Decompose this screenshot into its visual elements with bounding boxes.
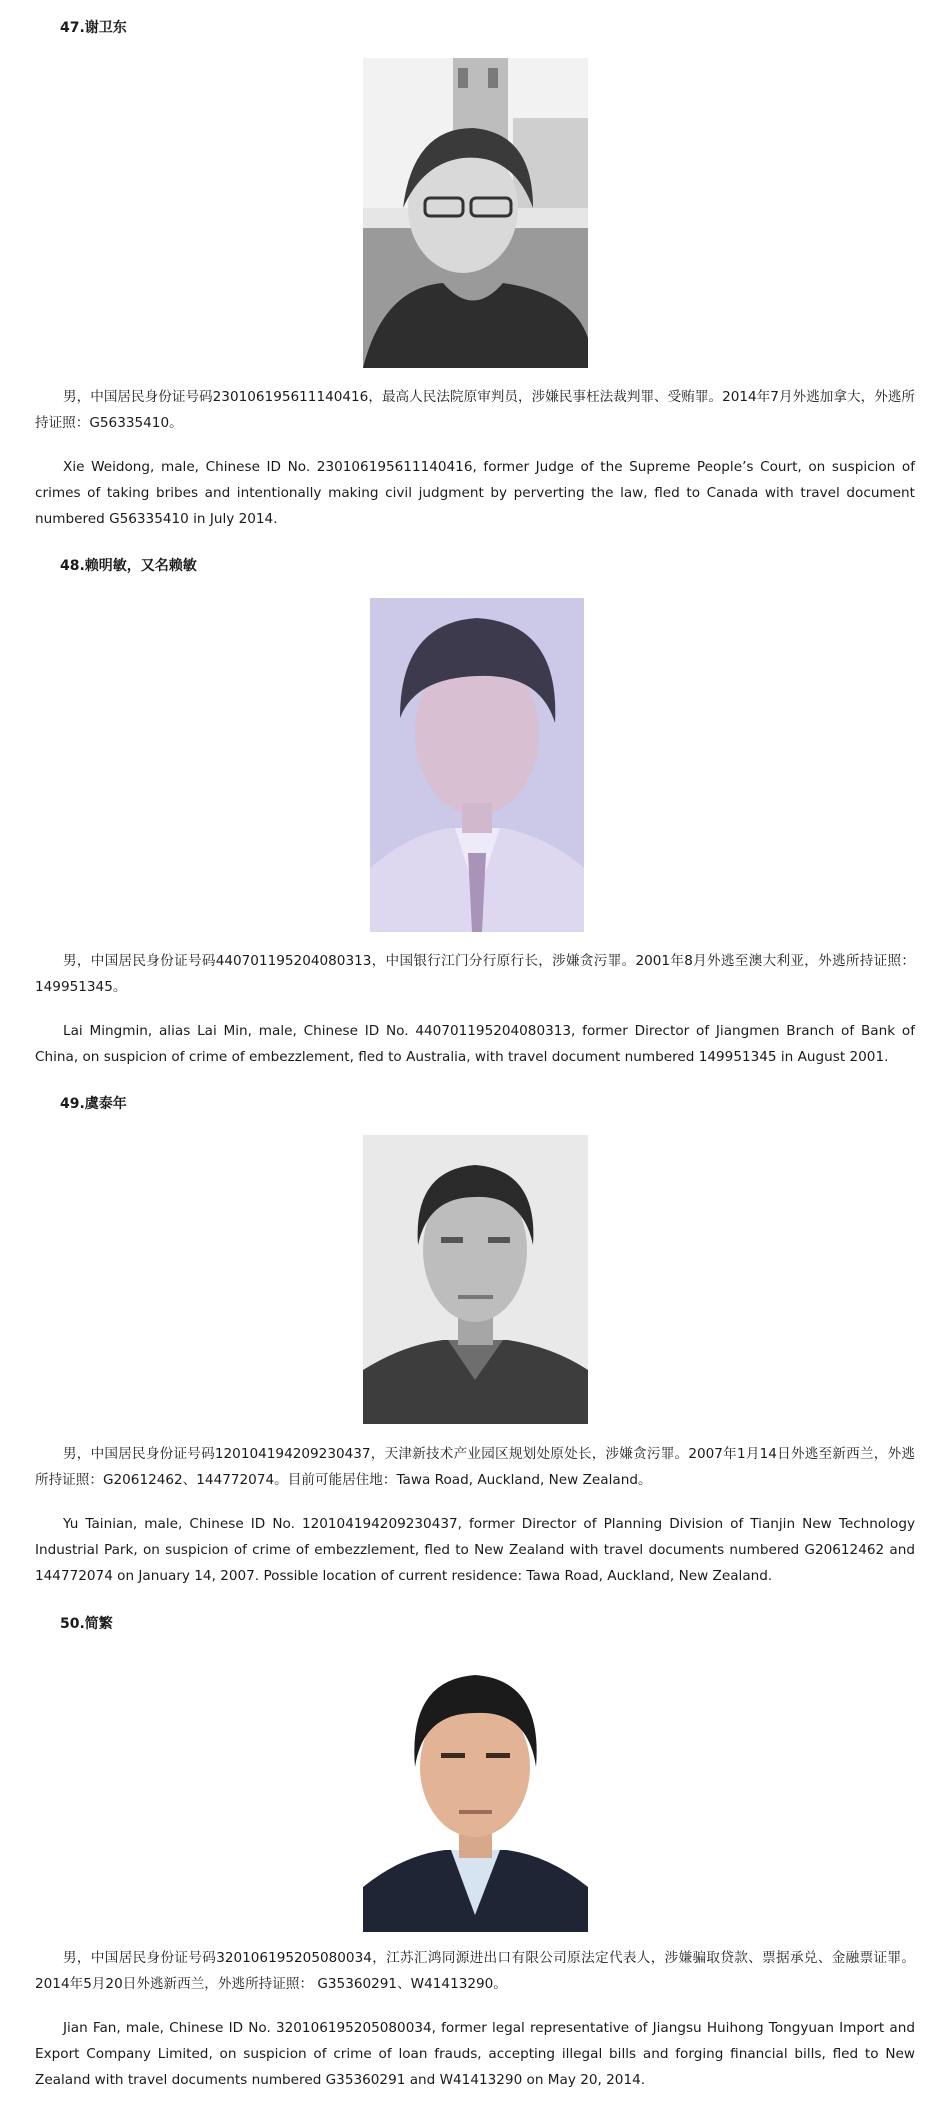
description-en: Jian Fan, male, Chinese ID No. 320106195205080034, former legal representative of Jiangsu Huihong Tongyuan Import and Export Company Limited, on suspicion of crime of loan frauds, accepting illegal bills and forging financial bills, fled to New Zealand with travel documents numbered G35360291 and W41413290 on May 20, 2014. (35, 2020, 915, 2088)
description-zh: 男，中国居民身份证号码440701195204080313，中国银行江门分行原行长，涉嫌贪污罪。2001年8月外逃至澳大利亚，外逃所持证照：149951345。 (35, 953, 915, 995)
description-en: Yu Tainian, male, Chinese ID No. 120104194209230437, former Director of Planning Division of Tianjin New Technology Industrial Park, on suspicion of crime of embezzlement, fled to New Zealand with travel documents numbered G20612462 and 144772074 on January 14, 2007. Possible location of current residence: Tawa Road, Auckland, New Zealand. (35, 1516, 915, 1584)
description-zh: 男，中国居民身份证号码230106195611140416，最高人民法院原审判员，涉嫌民事枉法裁判罪、受贿罪。2014年7月外逃加拿大，外逃所持证照：G56335410。 (35, 389, 915, 431)
entry-heading: 49.虞泰年 (60, 1096, 127, 1112)
entry-heading: 50.简繁 (60, 1616, 113, 1632)
entry-heading: 47.谢卫东 (60, 20, 127, 36)
portrait-photo (363, 1135, 588, 1424)
description-zh: 男，中国居民身份证号码320106195205080034，江苏汇鸿同源进出口有限公司原法定代表人，涉嫌骗取贷款、票据承兑、金融票证罪。2014年5月20日外逃新西兰，外逃所持证照： G35360291、W41413290。 (35, 1950, 915, 1992)
portrait-photo (363, 58, 588, 368)
description-en: Lai Mingmin, alias Lai Min, male, Chinese ID No. 440701195204080313, former Director of Jiangmen Branch of Bank of China, on suspicion of crime of embezzlement, fled to Australia, with travel document numbered 149951345 in August 2001. (35, 1023, 915, 1065)
entry-heading: 48.赖明敏，又名赖敏 (60, 558, 197, 574)
description-en: Xie Weidong, male, Chinese ID No. 230106195611140416, former Judge of the Supreme People’s Court, on suspicion of crimes of taking bribes and intentionally making civil judgment by perverting the law, fled to Canada with travel document numbered G56335410 in July 2014. (35, 459, 915, 527)
portrait-photo (370, 598, 584, 932)
portrait-photo (363, 1655, 588, 1932)
description-zh: 男，中国居民身份证号码120104194209230437，天津新技术产业园区规划处原处长，涉嫌贪污罪。2007年1月14日外逃至新西兰，外逃所持证照：G20612462、144772074。目前可能居住地：Tawa Road, Auckland, New Zealand。 (35, 1446, 915, 1488)
